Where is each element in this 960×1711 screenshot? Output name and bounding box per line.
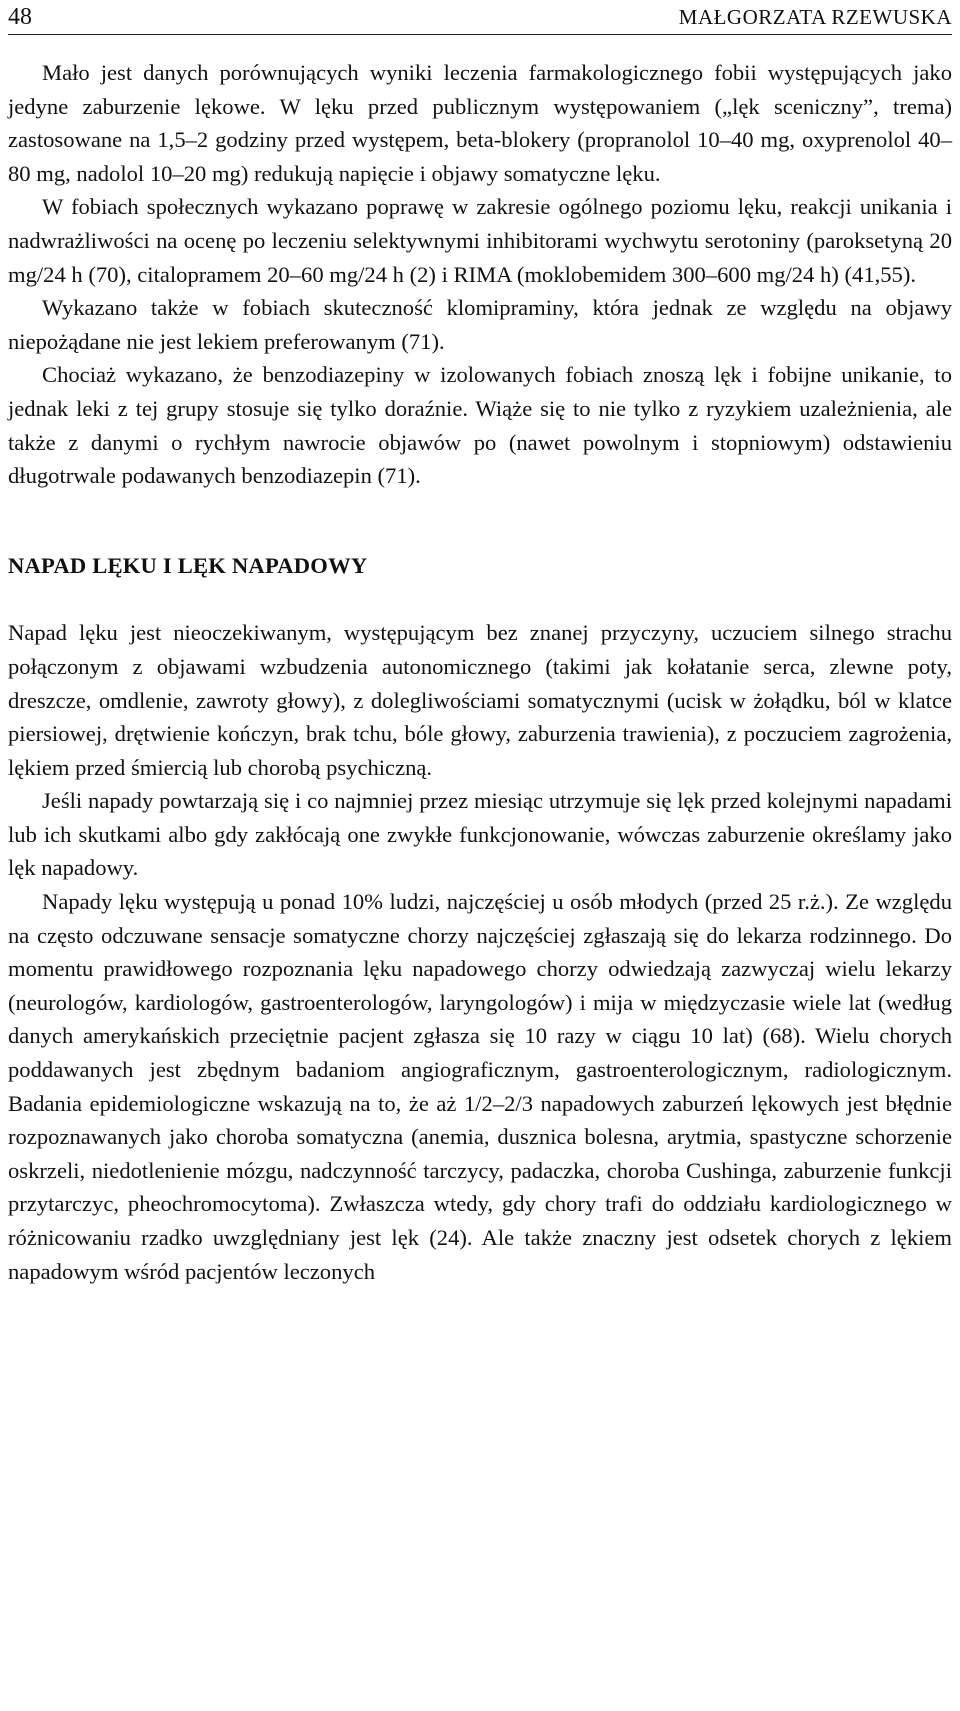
body-text bbox=[8, 56, 952, 1288]
paragraph-beta-blockers: Mało jest danych porównujących wyniki leczenia farmakologicznego fobii występujących jako jedyne zaburzenie lękowe. W lęku przed publicznym występowaniem („lęk sceniczny”, trema) zastosowane na 1,5–2 godziny przed występem, beta-blokery (propranolol 10–40 mg, oxyprenolol 40–80 mg, nadolol 10–20 mg) redukują napięcie i objawy somatyczne lęku. bbox=[8, 60, 952, 186]
paragraph-clomipramine: Wykazano także w fobiach skuteczność klomipraminy, która jednak ze względu na objawy niepożądane nie jest lekiem preferowanym (71). bbox=[8, 295, 952, 354]
running-head bbox=[8, 2, 952, 35]
section-heading: NAPAD LĘKU I LĘK NAPADOWY bbox=[8, 552, 368, 578]
page-number: 48 bbox=[8, 4, 32, 30]
paragraph-panic-attack-definition: Napad lęku jest nieoczekiwanym, występującym bez znanej przyczyny, uczuciem silnego strachu połączonym z objawami wzbudzenia autonomicznego (takimi jak kołatanie serca, zlewne poty, dreszcze, omdlenie, zawroty głowy), z dolegliwościami somatycznymi (ucisk w żołądku, ból w klatce piersiowej, drętwienie kończyn, brak tchu, bóle głowy, zaburzenia trawienia), z poczuciem zagrożenia, lękiem przed śmiercią lub chorobą psychiczną. bbox=[8, 620, 952, 780]
running-head-author: MAŁGORZATA RZEWUSKA bbox=[678, 5, 952, 29]
book-page bbox=[8, 0, 956, 1711]
paragraph-benzodiazepines: Chociaż wykazano, że benzodiazepiny w izolowanych fobiach znoszą lęk i fobijne unikanie, to jednak leki z tej grupy stosuje się tylko doraźnie. Wiąże się to nie tylko z ryzykiem uzależnienia, ale także z danymi o rychłym nawrocie objawów po (nawet powolnym i stopniowym) odstawieniu długotrwale podawanych benzodiazepin (71). bbox=[8, 362, 952, 489]
paragraph-panic-epidemiology: Napady lęku występują u ponad 10% ludzi, najczęściej u osób młodych (przed 25 r.ż.). Ze względu na często odczuwane sensacje somatyczne chorzy najczęściej zgłaszają się do lekarza rodzinnego. Do momentu prawidłowego rozpoznania lęku napadowego chorzy odwiedzają zazwyczaj wielu lekarzy (neurologów, kardiologów, gastroenterologów, laryngologów) i mija w międzyczasie wiele lat (według danych amerykańskich przeciętnie pacjent zgłasza się 10 razy w ciągu 10 lat) (68). Wielu chorych poddawanych jest zbędnym badaniom angiograficznym, gastroenterologicznym, radiologicznym. Badania epidemiologiczne wskazują na to, że aż 1/2–2/3 napadowych zaburzeń lękowych jest błędnie rozpoznawanych jako choroba somatyczna (anemia, dusznica bolesna, arytmia, spastyczne schorzenie oskrzeli, niedotlenienie mózgu, nadczynność tarczycy, padaczka, choroba Cushinga, zaburzenie funkcji przytarczyc, pheochromocytoma). Zwłaszcza wtedy, gdy chory trafi do oddziału kardiologicznego w różnicowaniu rzadko uwzględniany jest lęk (24). Ale także znaczny jest odsetek chorych z lękiem napadowym wśród pacjentów leczonych bbox=[8, 889, 952, 1284]
paragraph-social-phobia: W fobiach społecznych wykazano poprawę w zakresie ogólnego poziomu lęku, reakcji unikania i nadwrażliwości na ocenę po leczeniu selektywnymi inhibitorami wychwytu serotoniny (paroksetyną 20 mg/24 h (70), citalopramem 20–60 mg/24 h (2) i RIMA (moklobemidem 300–600 mg/24 h) (41,55). bbox=[8, 194, 952, 287]
paragraph-panic-disorder-criteria: Jeśli napady powtarzają się i co najmniej przez miesiąc utrzymuje się lęk przed kolejnymi napadami lub ich skutkami albo gdy zakłócają one zwykłe funkcjonowanie, wówczas zaburzenie określamy jako lęk napadowy. bbox=[8, 788, 952, 881]
